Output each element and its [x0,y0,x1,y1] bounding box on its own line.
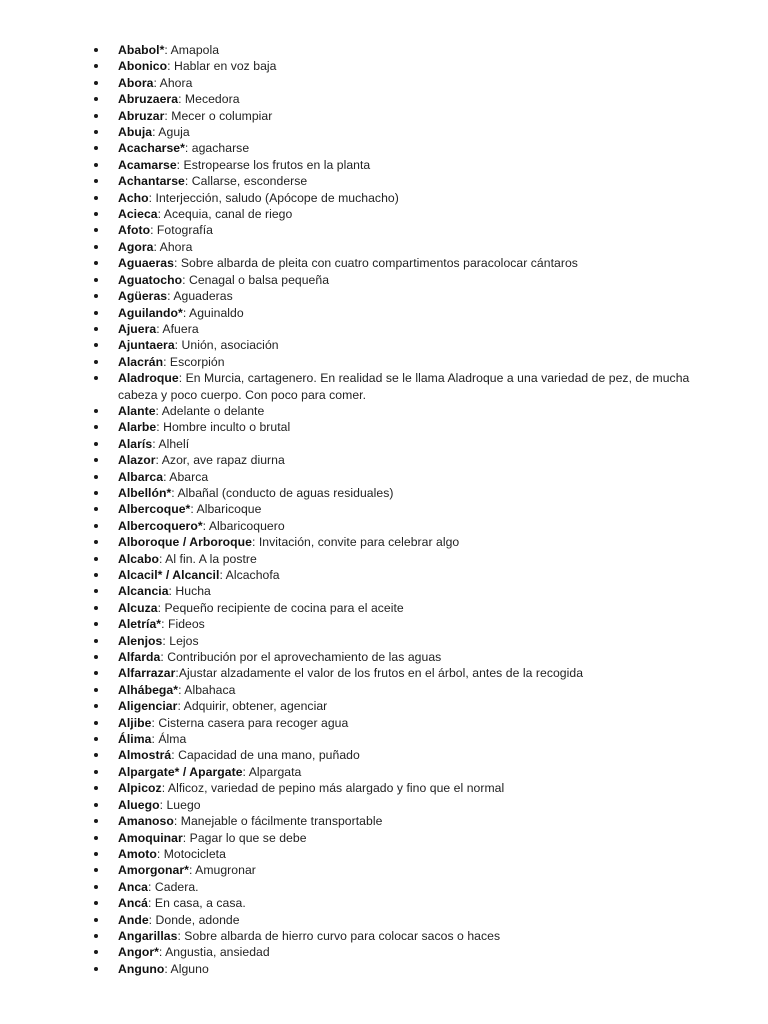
entry-term: Agora [118,239,154,254]
glossary-entry [118,272,718,288]
entry-term: Agüeras [118,289,168,304]
entry-definition: : Fotografía [150,223,213,238]
entry-term: Acacharse* [118,141,185,156]
entry-definition: : Interjección, saludo (Apócope de muchacho) [148,190,399,205]
entry-term: Achantarse [118,174,185,189]
entry-definition: : Cisterna casera para recoger agua [151,715,349,730]
entry-definition: : Alhelí [152,436,190,451]
glossary-entry [118,173,718,189]
glossary-entry [118,485,718,501]
glossary-entry [118,830,718,846]
entry-term: Alcabo [118,551,159,566]
entry-term: Amoquinar [118,830,183,845]
entry-definition: : Mecer o columpiar [164,108,273,123]
glossary-entry [118,616,718,632]
entry-term: Álima [118,732,152,747]
glossary-entry [118,354,718,370]
glossary-entry [118,42,718,58]
entry-term: Almostrá [118,748,172,763]
glossary-entry [118,551,718,567]
glossary-entry [118,403,718,419]
entry-term: Ancá [118,896,149,911]
glossary-entry [118,698,718,714]
entry-definition: : En Murcia, cartagenero. En realidad se le llama Aladroque a una variedad de pez, de mucha cabeza y poco cuerpo. Con poco para comer. [118,371,690,402]
entry-definition: : Abarca [163,469,209,484]
entry-term: Acho [118,190,149,205]
entry-term: Abuja [118,125,153,140]
entry-definition: : Afuera [156,321,199,336]
entry-definition: : Alcachofa [219,568,280,582]
entry-term: Alante [118,403,156,418]
entry-definition: : Amapola [164,43,220,57]
entry-definition: : Lejos [162,633,199,648]
glossary-entry [118,337,718,353]
entry-definition: : Al fin. A la postre [158,551,257,566]
entry-definition: : Donde, adonde [148,912,240,927]
entry-definition: : Capacidad de una mano, puñado [171,748,360,763]
entry-term: Abonico [118,59,168,74]
entry-definition: : Invitación, convite para celebrar algo [251,535,460,550]
glossary-entry [118,288,718,304]
entry-definition: : Hucha [168,584,211,599]
entry-term: Anguno [118,961,165,976]
entry-definition: : Mecedora [178,92,240,107]
glossary-entry [118,436,718,452]
entry-definition: : Alficoz, variedad de pepino más alargado y fino que el normal [161,781,505,796]
glossary-entry [118,157,718,173]
glossary-entry [118,91,718,107]
entry-definition: : Fideos [161,617,205,632]
glossary-entry [118,715,718,731]
entry-definition: : Azor, ave rapaz diurna [155,453,285,468]
entry-definition: : Hombre inculto o brutal [156,420,291,435]
entry-term: Aletría* [118,617,162,632]
glossary-entry [118,108,718,124]
entry-definition: : Álma [151,732,187,747]
entry-term: Alcancia [118,584,169,599]
entry-definition: : Hablar en voz baja [167,59,277,74]
glossary-entry [118,124,718,140]
entry-definition: : Luego [159,797,201,812]
glossary-entry [118,895,718,911]
glossary-entry [118,731,718,747]
entry-definition: : Albaricoquero [202,518,285,533]
entry-term: Alarbe [118,420,157,435]
glossary-entry [118,764,718,780]
entry-definition: : Cadera. [148,879,199,894]
glossary-entry [118,879,718,895]
glossary-entry [118,190,718,206]
entry-term: Abora [118,75,154,90]
document-page [0,42,768,977]
glossary-entry [118,58,718,74]
glossary-entry [118,682,718,698]
entry-definition: : Amugronar [188,863,256,878]
entry-definition: : Aguaderas [167,289,233,304]
glossary-entry [118,780,718,796]
glossary-entry [118,534,718,550]
entry-definition: : Motocicleta [156,846,226,861]
entry-term: Alboroque / Arboroque [118,535,252,550]
entry-term: Ajuntaera [118,338,175,353]
entry-term: Amanoso [118,814,174,829]
glossary-entry [118,961,718,977]
glossary-entry [118,305,718,321]
entry-term: Anca [118,879,149,894]
entry-term: Acamarse [118,157,177,172]
entry-definition: : Estropearse los frutos en la planta [176,157,371,172]
glossary-entry [118,633,718,649]
entry-definition: : Adquirir, obtener, agenciar [177,699,328,714]
entry-definition: : Unión, asociación [174,338,279,353]
entry-definition: : Pequeño recipiente de cocina para el aceite [157,600,404,615]
entry-definition: : Escorpión [163,354,225,369]
entry-term: Alpargate* / Apargate [118,764,243,779]
glossary-entry [118,469,718,485]
entry-term: Alenjos [118,633,163,648]
entry-term: Alcuza [118,600,158,615]
entry-term: Abruzaera [118,92,179,107]
glossary-entry [118,912,718,928]
entry-term: Aguaeras [118,256,174,271]
entry-term: Ababol* [118,43,165,57]
entry-term: Ajuera [118,321,157,336]
entry-definition: : Cenagal o balsa pequeña [182,272,330,287]
glossary-entry [118,583,718,599]
entry-term: Alacrán [118,354,164,369]
glossary-entry [118,501,718,517]
glossary-entry [118,140,718,156]
glossary-entry [118,649,718,665]
glossary-entry [118,321,718,337]
entry-term: Acieca [118,207,158,222]
glossary-entry [118,239,718,255]
entry-definition: : Manejable o fácilmente transportable [173,814,383,829]
glossary-entry [118,370,718,403]
entry-term: Ande [118,912,149,927]
entry-definition: : Contribución por el aprovechamiento de las aguas [160,650,442,665]
entry-term: Alfarda [118,650,161,665]
entry-term: Aladroque [118,371,179,386]
entry-term: Aligenciar [118,699,178,714]
entry-term: Aguilando* [118,305,183,320]
entry-definition: : Alguno [164,961,209,976]
glossary-entry [118,222,718,238]
glossary-entry [118,928,718,944]
entry-term: Angor* [118,945,159,960]
entry-term: Alcacil* / Alcancil [118,568,220,582]
glossary-entry [118,747,718,763]
entry-term: Aluego [118,797,160,812]
glossary-entry [118,452,718,468]
entry-definition: : Albañal (conducto de aguas residuales) [171,485,394,500]
glossary-entry [118,419,718,435]
glossary-entry [118,944,718,960]
entry-definition: :Ajustar alzadamente el valor de los frutos en el árbol, antes de la recogida [175,666,584,681]
glossary-entry [118,75,718,91]
entry-definition: : Adelante o delante [155,403,265,418]
entry-term: Aljibe [118,715,152,730]
entry-definition: : Sobre albarda de hierro curvo para colocar sacos o haces [177,928,501,943]
entry-term: Angarillas [118,928,178,943]
entry-definition: : Sobre albarda de pleita con cuatro compartimentos paracolocar cántaros [173,256,578,271]
entry-definition: : Pagar lo que se debe [182,830,307,845]
entry-definition: : Ahora [153,239,193,254]
entry-definition: : Aguja [152,125,190,140]
entry-term: Amorgonar* [118,863,189,878]
entry-definition: : Callarse, esconderse [184,174,308,189]
entry-definition: : Albaricoque [190,502,262,517]
glossary-entry [118,862,718,878]
entry-definition: : Acequia, canal de riego [157,207,293,222]
glossary-entry [118,665,718,681]
glossary-entry [118,846,718,862]
entry-definition: : Angustia, ansiedad [158,945,270,960]
entry-term: Albercoquero* [118,518,203,533]
entry-term: Alazor [118,453,156,468]
entry-term: Alfarrazar [118,666,176,681]
glossary-entry [118,600,718,616]
glossary-entry [118,255,718,271]
glossary-entry [118,567,718,583]
entry-term: Albercoque* [118,502,191,517]
entry-term: Albellón* [118,485,172,500]
entry-term: Alhábega* [118,682,179,697]
glossary-entry [118,206,718,222]
entry-term: Albarca [118,469,164,484]
entry-term: Abruzar [118,108,165,123]
entry-definition: : Aguinaldo [182,305,244,320]
glossary-entry [118,797,718,813]
entry-term: Alpicoz [118,781,162,796]
glossary-entry [118,813,718,829]
entry-term: Amoto [118,846,157,861]
glossary-list [0,42,718,977]
glossary-entry [118,518,718,534]
entry-definition: : Alpargata [242,764,302,779]
entry-definition: : En casa, a casa. [148,896,246,911]
entry-definition: : Ahora [153,75,193,90]
entry-definition: : Albahaca [178,682,236,697]
entry-term: Aguatocho [118,272,183,287]
entry-term: Alarís [118,436,153,451]
entry-definition: : agacharse [184,141,250,156]
entry-term: Afoto [118,223,151,238]
